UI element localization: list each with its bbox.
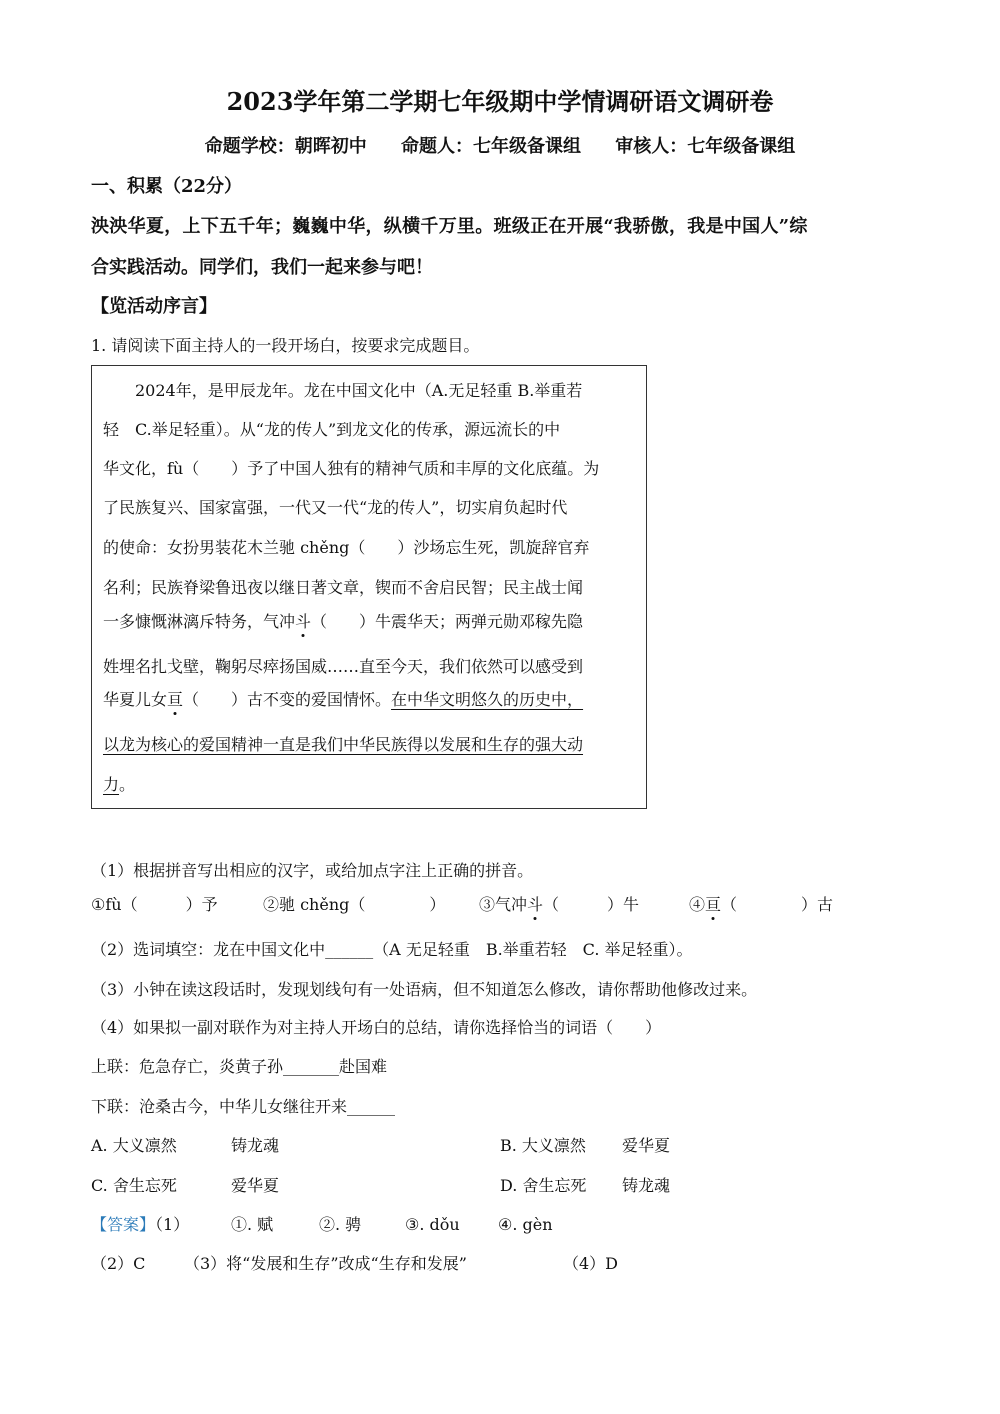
item: ②驰 chěng（ ）	[263, 895, 446, 914]
option-b	[500, 1136, 671, 1155]
answer-part: （2）C	[91, 1254, 146, 1273]
reviewer: 审核人：七年级备课组	[615, 136, 796, 157]
option-word: 铸龙魂	[622, 1176, 671, 1195]
intro-line-1: 泱泱华夏，上下五千年；巍巍中华，纵横千万里。班级正在开展“我骄傲，我是中国人”综	[91, 216, 808, 237]
question-prompt: 1. 请阅读下面主持人的一段开场白，按要求完成题目。	[91, 336, 480, 355]
answer-part: （3）将“发展和生存”改成“生存和发展”	[184, 1254, 467, 1273]
text: （ ）古	[721, 895, 834, 914]
passage-line	[103, 614, 583, 630]
underlined-sentence: 力	[103, 775, 120, 794]
option-d	[500, 1176, 671, 1195]
option-word: 爱华夏	[231, 1176, 280, 1195]
school: 命题学校：朝晖初中	[204, 136, 367, 157]
answer-item: ①. 赋	[231, 1215, 274, 1234]
text: 华夏儿女	[103, 690, 168, 709]
sub-question-2: （2）选词填空：龙在中国文化中______（A 无足轻重 B.举重若轻 C. 举足轻重）。	[91, 940, 693, 959]
option-a	[91, 1136, 280, 1155]
dotted-char: 斗	[295, 612, 312, 631]
answer-part: （1）	[155, 1215, 190, 1234]
text: 一多慷慨淋漓斥特务，气冲	[103, 612, 296, 631]
answer-item: ③. dǒu	[405, 1215, 460, 1234]
sub-question-1: （1）根据拼音写出相应的汉字，或给加点字注上正确的拼音。	[91, 861, 534, 880]
underlined-sentence: 在中华文明悠久的历史中，	[391, 690, 584, 709]
exam-info	[0, 138, 1000, 156]
text: （ ）牛震华天；两弹元勋邓稼先隐	[311, 612, 584, 631]
section-heading: 一、积累（22分）	[91, 176, 243, 197]
text: （ ）古不变的爱国情怀。	[183, 690, 392, 709]
passage-line: 轻 C.举足轻重）。从“龙的传人”到龙文化的传承，源远流长的中	[103, 420, 561, 439]
text: 。	[119, 775, 136, 794]
author: 命题人：七年级备课组	[401, 136, 581, 157]
couplet-upper: 上联：危急存亡，炎黄子孙_______赴国难	[91, 1057, 388, 1076]
passage-line: 2024年，是甲辰龙年。龙在中国文化中（A.无足轻重 B.举重若	[103, 381, 583, 400]
option-word: 铸龙魂	[231, 1136, 280, 1155]
answer-line-2	[91, 1256, 791, 1272]
answer-part: （4）D	[563, 1254, 619, 1273]
item	[689, 897, 833, 913]
couplet-lower: 下联：沧桑古今，中华儿女继往开来______	[91, 1097, 396, 1116]
text: ④	[689, 895, 706, 914]
option-c	[91, 1176, 280, 1195]
text: ③气冲	[479, 895, 528, 914]
option-label: B. 大义凛然	[500, 1136, 586, 1155]
passage-line	[103, 692, 583, 708]
dotted-char: 亘	[167, 690, 184, 709]
passage-line: 名利；民族脊梁鲁迅夜以继日著文章，锲而不舍启民智；民主战士闻	[103, 578, 584, 597]
subheading: 【览活动序言】	[91, 296, 217, 317]
item: ①fù（ ）予	[91, 895, 218, 914]
page-title: 2023学年第二学期七年级期中学情调研语文调研卷	[226, 87, 774, 116]
passage-line: 的使命：女扮男装花木兰驰 chěng（ ）沙场忘生死，凯旋辞官弃	[103, 538, 590, 557]
answer-item: ④. gèn	[498, 1215, 553, 1234]
option-label: D. 舍生忘死	[500, 1176, 587, 1195]
dotted-char: 斗	[527, 895, 544, 914]
sub-question-4: （4）如果拟一副对联作为对主持人开场白的总结，请你选择恰当的词语（ ）	[91, 1018, 662, 1037]
intro-line-2: 合实践活动。同学们，我们一起来参与吧！	[91, 257, 433, 278]
underlined-sentence: 以龙为核心的爱国精神一直是我们中华民族得以发展和生存的强大动	[103, 735, 584, 754]
passage-line: 了民族复兴、国家富强，一代又一代“龙的传人”，切实肩负起时代	[103, 498, 568, 517]
passage-line	[103, 777, 135, 793]
sub-question-3: （3）小钟在读这段话时，发现划线句有一处语病，但不知道怎么修改，请你帮助他修改过来。	[91, 980, 758, 999]
text: （ ）牛	[543, 895, 640, 914]
option-label: C. 舍生忘死	[91, 1176, 177, 1195]
answer-line-1	[91, 1217, 791, 1233]
option-label: A. 大义凛然	[91, 1136, 177, 1155]
option-word: 爱华夏	[622, 1136, 671, 1155]
passage-line: 姓埋名扎戈壁，鞠躬尽瘁扬国威……直至今天，我们依然可以感受到	[103, 657, 584, 676]
answer-item: ②. 骋	[319, 1215, 362, 1234]
item	[479, 897, 639, 913]
passage-line: 华文化，fù（ ）予了中国人独有的精神气质和丰厚的文化底蕴。为	[103, 459, 600, 478]
answer-tag: 【答案】	[91, 1215, 156, 1234]
dotted-char: 亘	[705, 895, 722, 914]
